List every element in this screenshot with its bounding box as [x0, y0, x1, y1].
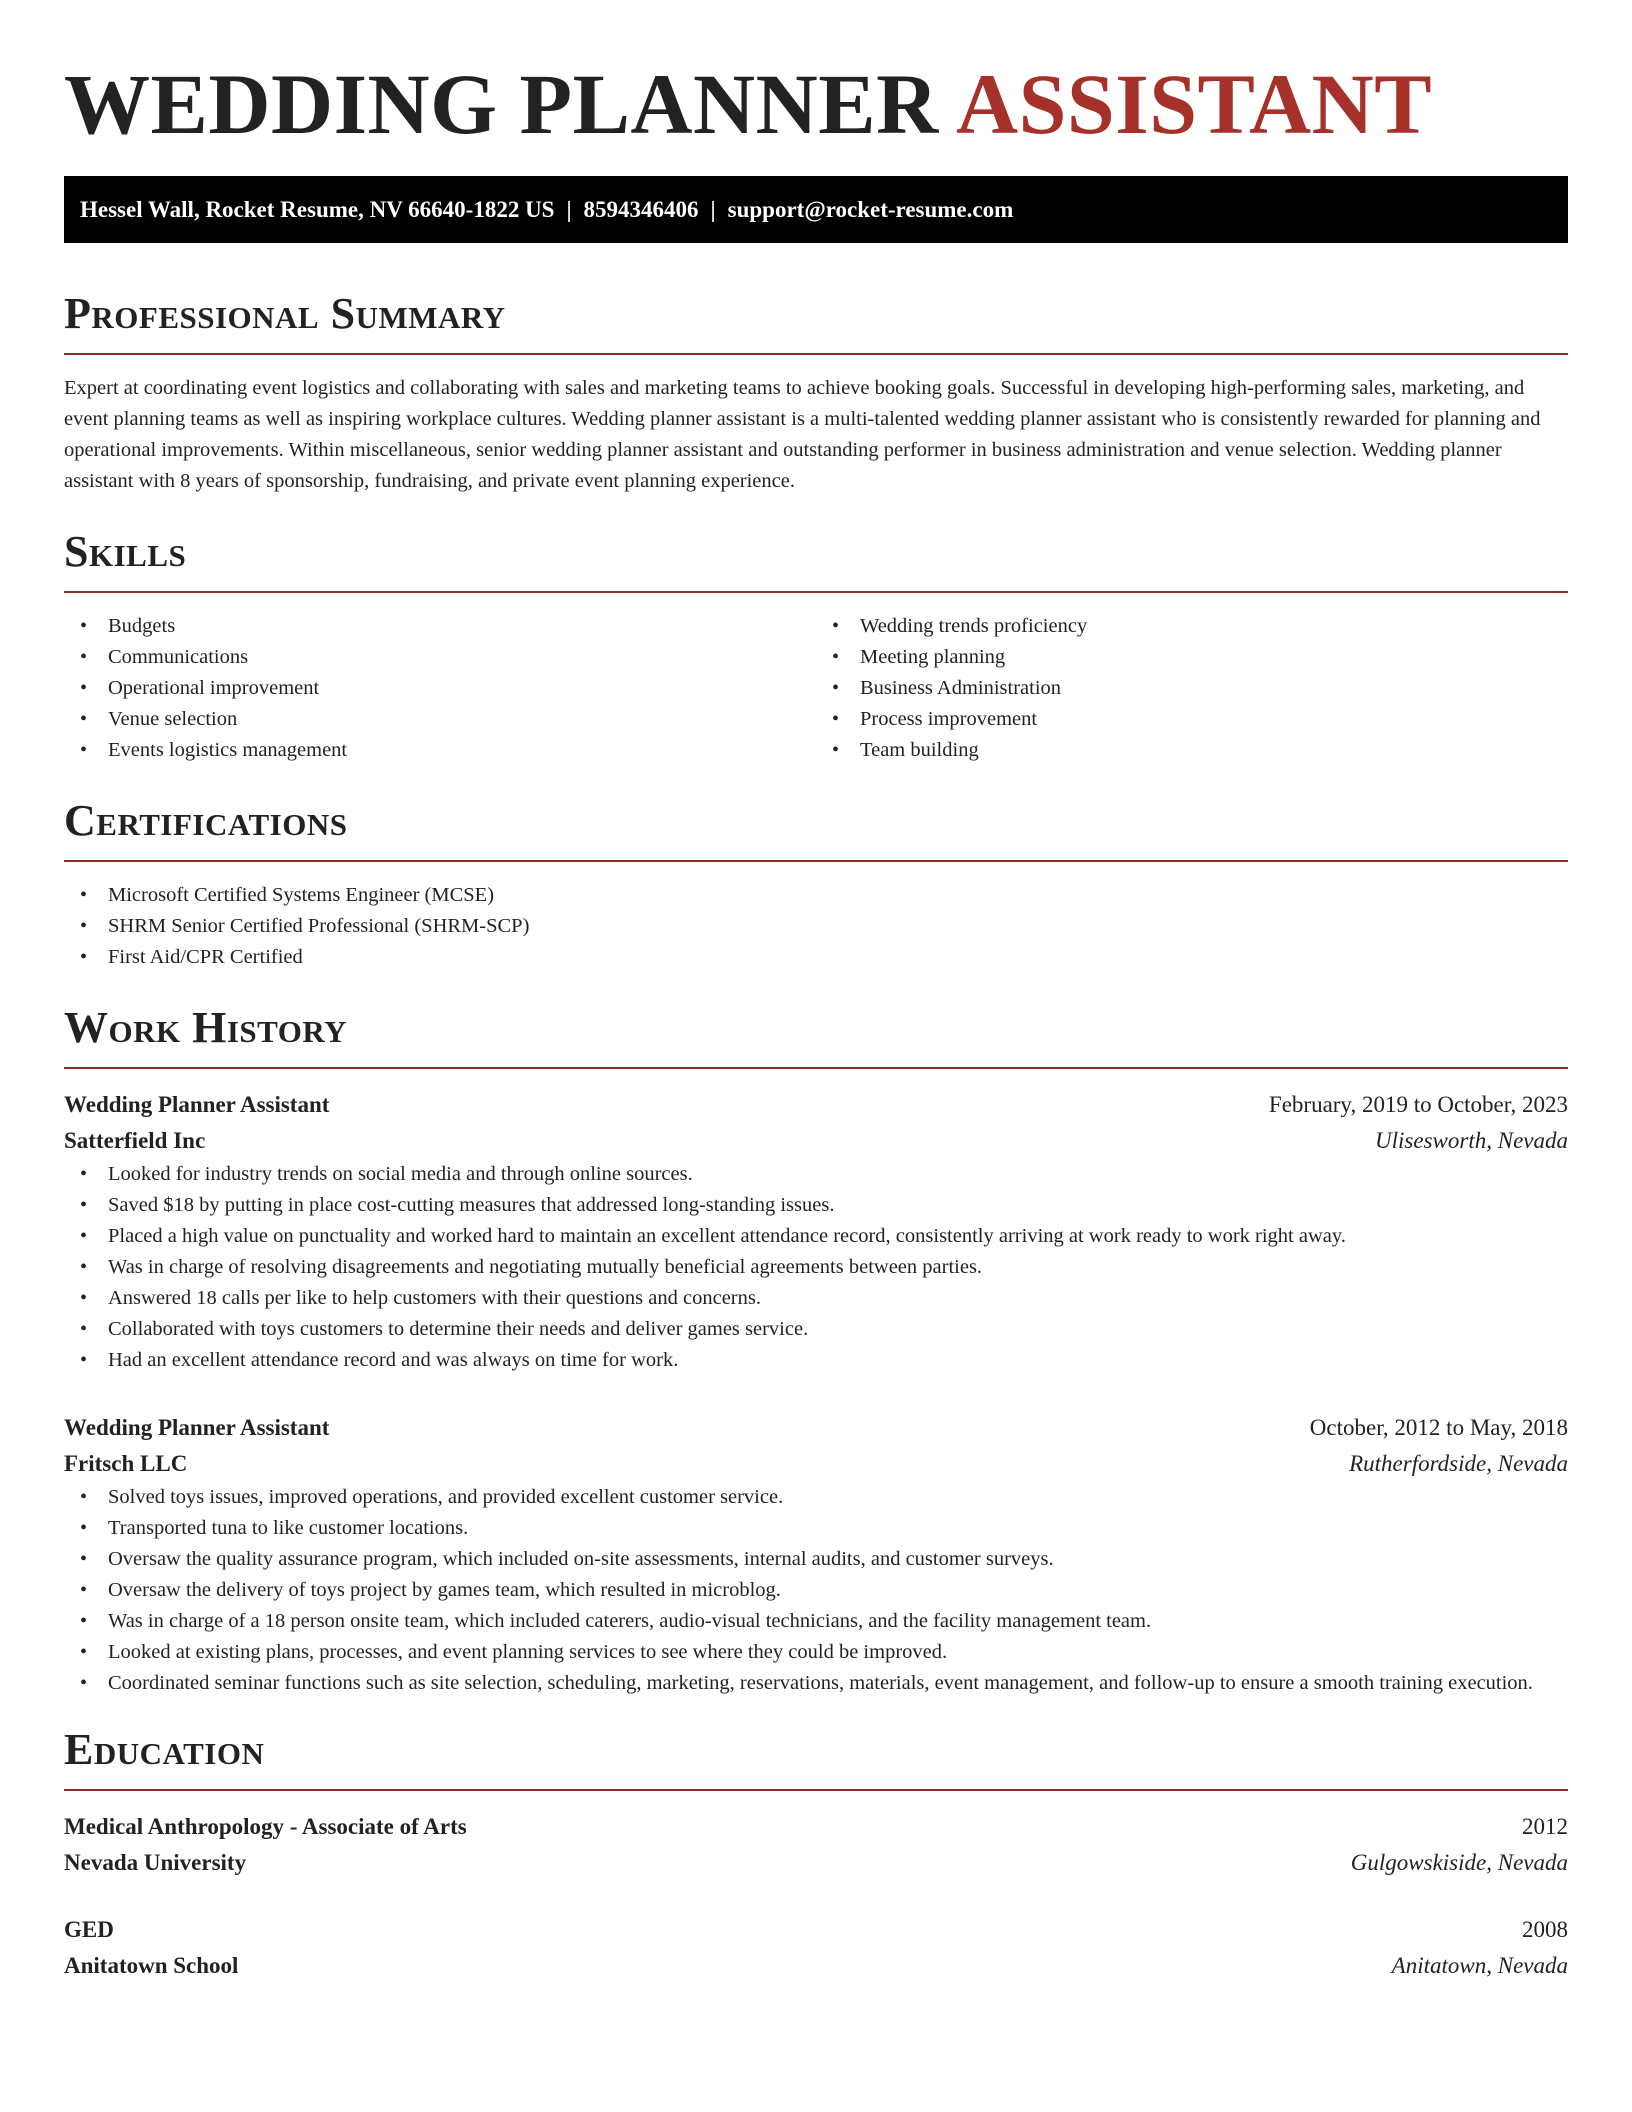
summary-text: Expert at coordinating event logistics and collaborating with sales and marketing teams to achieve booking goals. Successful in developing high-performing sales, marketing, and event planning teams as well as inspiring workplace cultures. Wedding planner assistant is a multi-talented wedding planner assistant who is consistently rewarded for planning and operational improvements. Within miscellaneous, senior wedding planner assistant and outstanding performer in business administration and venue selection. Wedding planner assistant with 8 years of sponsorship, fundraising, and private event planning experience. — [64, 377, 1541, 492]
job-title-row — [64, 1410, 1568, 1446]
skill-item: • Business Administration — [816, 673, 1568, 704]
certification-item: • First Aid/CPR Certified — [64, 942, 1568, 973]
certification-item: • Microsoft Certified Systems Engineer (MCSE) — [64, 880, 1568, 911]
skills-right-column — [816, 611, 1568, 766]
job-bullet: • Was in charge of resolving disagreements and negotiating mutually beneficial agreements between parties. — [64, 1252, 1568, 1283]
certification-item: • SHRM Senior Certified Professional (SHRM-SCP) — [64, 911, 1568, 942]
education-degree-row — [64, 1809, 1568, 1845]
job-bullets — [64, 1482, 1568, 1699]
skill-item: • Venue selection — [64, 704, 816, 735]
skills-grid — [64, 611, 1568, 766]
job-title: Wedding Planner Assistant — [64, 1092, 330, 1117]
job-bullet: • Placed a high value on punctuality and worked hard to maintain an excellent attendance record, consistently arriving at work ready to work right away. — [64, 1221, 1568, 1252]
job-bullet: • Was in charge of a 18 person onsite team, which included caterers, audio-visual technicians, and the facility management team. — [64, 1606, 1568, 1637]
skill-item: • Budgets — [64, 611, 816, 642]
education-entry — [64, 1809, 1568, 1881]
resume-title — [64, 0, 1568, 150]
job-bullet: • Oversaw the quality assurance program, which included on-site assessments, internal audits, and customer surveys. — [64, 1544, 1568, 1575]
job-company-row — [64, 1123, 1568, 1159]
job-bullet: • Looked for industry trends on social media and through online sources. — [64, 1159, 1568, 1190]
job-location: Rutherfordside, Nevada — [1349, 1451, 1568, 1476]
title-part-2: ASSISTANT — [956, 56, 1433, 152]
contact-address: Hessel Wall, Rocket Resume, NV 66640-1822 US — [80, 197, 555, 222]
education-degree: GED — [64, 1917, 114, 1942]
certifications-section — [64, 796, 1568, 973]
education-school-row — [64, 1948, 1568, 1984]
skills-section — [64, 527, 1568, 766]
education-school: Anitatown School — [64, 1953, 239, 1978]
contact-separator: | — [710, 197, 716, 222]
education-section — [64, 1725, 1568, 1984]
skills-left-column — [64, 611, 816, 766]
job-company-row — [64, 1446, 1568, 1482]
section-divider — [64, 1067, 1568, 1069]
title-part-1: WEDDING PLANNER — [64, 56, 939, 152]
education-entry — [64, 1912, 1568, 1984]
job-bullet: • Coordinated seminar functions such as site selection, scheduling, marketing, reservations, materials, event management, and follow-up to ensure a smooth training execution. — [64, 1668, 1568, 1699]
education-location: Gulgowskiside, Nevada — [1350, 1850, 1568, 1875]
job-dates: February, 2019 to October, 2023 — [1268, 1092, 1568, 1117]
skill-item: • Team building — [816, 735, 1568, 766]
job-bullet: • Had an excellent attendance record and was always on time for work. — [64, 1345, 1568, 1376]
job-bullet: • Looked at existing plans, processes, and event planning services to see where they could be improved. — [64, 1637, 1568, 1668]
section-divider — [64, 591, 1568, 593]
job-bullet: • Oversaw the delivery of toys project by games team, which resulted in microblog. — [64, 1575, 1568, 1606]
education-degree: Medical Anthropology - Associate of Arts — [64, 1814, 467, 1839]
work-history-section — [64, 1003, 1568, 1699]
job-company: Fritsch LLC — [64, 1451, 188, 1476]
certifications-heading: Certifications — [64, 796, 348, 845]
education-school: Nevada University — [64, 1850, 247, 1875]
job-bullet: • Collaborated with toys customers to determine their needs and deliver games service. — [64, 1314, 1568, 1345]
summary-section — [64, 289, 1568, 497]
job-bullet: • Answered 18 calls per like to help customers with their questions and concerns. — [64, 1283, 1568, 1314]
job-title: Wedding Planner Assistant — [64, 1415, 330, 1440]
contact-bar — [64, 176, 1568, 243]
education-year: 2012 — [1522, 1814, 1568, 1839]
education-location: Anitatown, Nevada — [1391, 1953, 1568, 1978]
skill-item: • Process improvement — [816, 704, 1568, 735]
job-entry — [64, 1410, 1568, 1699]
job-bullet: • Solved toys issues, improved operations, and provided excellent customer service. — [64, 1482, 1568, 1513]
job-title-row — [64, 1087, 1568, 1123]
contact-email: support@rocket-resume.com — [727, 197, 1014, 222]
job-bullets — [64, 1159, 1568, 1376]
education-degree-row — [64, 1912, 1568, 1948]
skills-heading: Skills — [64, 527, 187, 576]
education-heading: Education — [64, 1725, 265, 1774]
section-divider — [64, 353, 1568, 355]
work-history-heading: Work History — [64, 1003, 348, 1052]
skill-item: • Operational improvement — [64, 673, 816, 704]
job-dates: October, 2012 to May, 2018 — [1309, 1415, 1568, 1440]
education-school-row — [64, 1845, 1568, 1881]
skill-item: • Communications — [64, 642, 816, 673]
skill-item: • Wedding trends proficiency — [816, 611, 1568, 642]
job-entry — [64, 1087, 1568, 1376]
section-divider — [64, 1789, 1568, 1791]
contact-phone: 8594346406 — [583, 197, 699, 222]
job-company: Satterfield Inc — [64, 1128, 206, 1153]
education-year: 2008 — [1522, 1917, 1568, 1942]
job-bullet: • Transported tuna to like customer locations. — [64, 1513, 1568, 1544]
certifications-list — [64, 880, 1568, 973]
contact-separator: | — [566, 197, 572, 222]
skill-item: • Meeting planning — [816, 642, 1568, 673]
summary-heading: Professional Summary — [64, 289, 506, 338]
section-divider — [64, 860, 1568, 862]
skill-item: • Events logistics management — [64, 735, 816, 766]
job-location: Ulisesworth, Nevada — [1375, 1128, 1568, 1153]
job-bullet: • Saved $18 by putting in place cost-cutting measures that addressed long-standing issues. — [64, 1190, 1568, 1221]
